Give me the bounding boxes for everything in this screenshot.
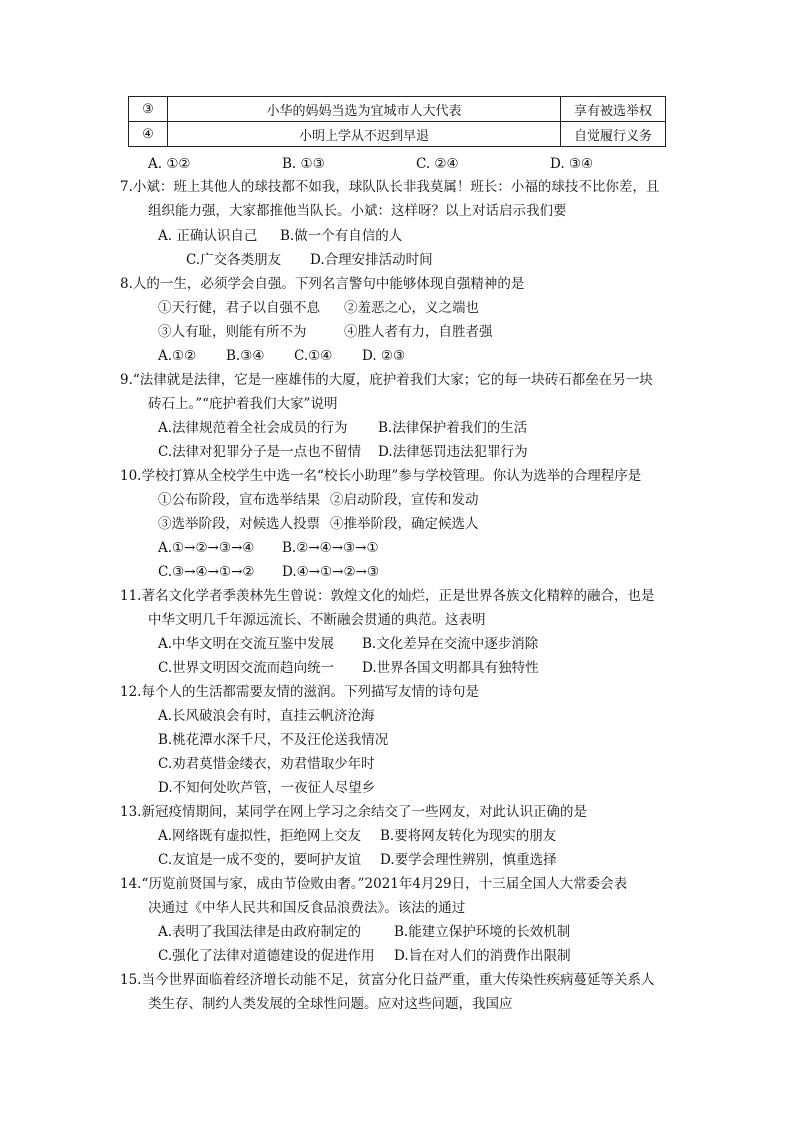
q9-stem-line1: 9.“法律就是法律，它是一座雄伟的大厦，庇护着我们大家；它的每一块砖石都垒在另一块	[120, 372, 653, 388]
q7-options-row2	[186, 251, 433, 269]
q12-option-b: B.桃花潭水深千尺，不及汪伦送我情况	[158, 732, 389, 748]
option-d: D. ③④	[550, 156, 594, 172]
option-a: A.表明了我国法律是由政府制定的	[158, 924, 362, 940]
table-row	[129, 122, 666, 147]
item-2: ②羞恶之心，义之端也	[344, 300, 479, 316]
table-cell-event: 小明上学从不迟到早退	[168, 122, 561, 147]
item-3: ③选举阶段，对候选人投票	[158, 516, 320, 532]
q13-options-row2	[158, 851, 557, 869]
option-c: C.③→④→①→②	[158, 564, 255, 580]
q10-items-row2	[158, 515, 479, 533]
q11-options-row1	[158, 635, 538, 653]
q14-stem-line1: 14.“历览前贤国与家，成由节俭败由奢。”2021年4月29日，十三届全国人大常委会表	[120, 876, 628, 892]
q10-stem: 10.学校打算从全校学生中选一名“校长小助理”参与学校管理。你认为选举的合理程序是	[120, 468, 642, 484]
item-4: ④推举阶段，确定候选人	[330, 516, 479, 532]
table-row	[129, 97, 666, 122]
q7-stem-line2: 组织能力强，大家都推他当队长。小斌：这样呀？以上对话启示我们要	[148, 203, 567, 219]
q12-option-c: C.劝君莫惜金缕衣，劝君惜取少年时	[158, 756, 375, 772]
q7-stem-line1: 7.小斌：班上其他人的球技都不如我，球队队长非我莫属！班长：小福的球技不比你差，且	[120, 179, 660, 195]
q12-option-a: A.长风破浪会有时，直挂云帆济沧海	[158, 708, 375, 724]
option-c: C. ②④	[416, 156, 459, 172]
option-b: B.做一个有自信的人	[280, 228, 403, 244]
option-a: A.①②	[158, 348, 197, 364]
q10-options-row1	[158, 539, 379, 557]
item-1: ①公布阶段，宣布选举结果	[158, 492, 320, 508]
q8-stem: 8.人的一生，必须学会自强。下列名言警句中能够体现自强精神的是	[120, 276, 525, 292]
table-cell-num: ③	[129, 97, 168, 122]
option-d: D.合理安排活动时间	[310, 252, 433, 268]
q15-stem-line2: 类生存、制约人类发展的全球性问题。应对这些问题，我国应	[148, 996, 513, 1012]
option-c: C.友谊是一成不变的，要呵护友谊	[158, 852, 362, 868]
option-d: D.旨在对人们的消费作出限制	[394, 948, 571, 964]
option-d: D.要学会理性辨别，慎重选择	[380, 852, 557, 868]
option-a: A. 正确认识自己	[158, 228, 258, 244]
q13-stem: 13.新冠疫情期间，某同学在网上学习之余结交了一些网友，对此认识正确的是	[120, 804, 587, 820]
table-cell-event: 小华的妈妈当选为宜城市人大代表	[168, 97, 561, 122]
q15-stem-line1: 15.当今世界面临着经济增长动能不足，贫富分化日益严重，重大传染性疾病蔓延等关系人	[120, 972, 655, 988]
q11-options-row2	[158, 659, 539, 677]
option-b: B.法律保护着我们的生活	[378, 420, 528, 436]
q10-items-row1	[158, 491, 479, 509]
q9-stem-line2: 砖石上。”“庇护着我们大家”说明	[148, 396, 338, 412]
option-a: A.法律规范着全社会成员的行为	[158, 420, 348, 436]
option-b: B.能建立保护环境的长效机制	[394, 924, 571, 940]
option-b: B.要将网友转化为现实的朋友	[380, 828, 557, 844]
option-c: C.世界文明因交流而趋向统一	[158, 660, 335, 676]
option-d: D. ②③	[362, 348, 406, 364]
q9-options-row1	[158, 419, 527, 437]
q11-stem-line2: 中华文明几千年源远流长、不断融会贯通的典范。这表明	[148, 612, 486, 628]
option-a: A.网络既有虚拟性，拒绝网上交友	[158, 828, 362, 844]
option-a: A.①→②→③→④	[158, 540, 255, 556]
item-2: ②启动阶段，宣传和发动	[330, 492, 479, 508]
item-4: ④胜人者有力，自胜者强	[344, 324, 493, 340]
option-b: B.③④	[226, 348, 265, 364]
q10-options-row2	[158, 563, 379, 581]
q13-options-row1	[158, 827, 556, 845]
option-b: B. ①③	[282, 156, 325, 172]
q8-items-row2	[158, 323, 493, 341]
option-b: B.文化差异在交流中逐步消除	[362, 636, 539, 652]
option-d: D.法律惩罚违法犯罪行为	[378, 444, 528, 460]
q7-options-row1	[158, 227, 402, 245]
q8-items-row1	[158, 299, 479, 317]
item-3: ③人有耻，则能有所不为	[158, 324, 307, 340]
q11-stem-line1: 11.著名文化学者季羡林先生曾说：敦煌文化的灿烂，正是世界各族文化精粹的融合，也是	[120, 588, 655, 604]
q12-option-d: D.不知何处吹芦管，一夜征人尽望乡	[158, 780, 376, 796]
option-c: C.①④	[294, 348, 333, 364]
table-cell-type: 享有被选举权	[561, 97, 666, 122]
option-b: B.②→④→③→①	[282, 540, 379, 556]
q8-options	[158, 347, 405, 365]
option-a: A.中华文明在交流互鉴中发展	[158, 636, 335, 652]
option-c: C.广交各类朋友	[186, 252, 282, 268]
q12-stem: 12.每个人的生活都需要友情的滋润。下列描写友情的诗句是	[120, 684, 479, 700]
table-cell-num: ④	[129, 122, 168, 147]
option-c: C.法律对犯罪分子是一点也不留情	[158, 444, 362, 460]
q14-options-row1	[158, 923, 570, 941]
q14-options-row2	[158, 947, 571, 965]
option-d: D.④→①→②→③	[282, 564, 379, 580]
rights-duties-table	[128, 96, 666, 147]
option-d: D.世界各国文明都具有独特性	[362, 660, 539, 676]
q6-options	[148, 155, 593, 173]
option-c: C.强化了法律对道德建设的促进作用	[158, 948, 375, 964]
item-1: ①天行健，君子以自强不息	[158, 300, 320, 316]
table-cell-type: 自觉履行义务	[561, 122, 666, 147]
option-a: A. ①②	[148, 156, 191, 172]
q14-stem-line2: 决通过《中华人民共和国反食品浪费法》。该法的通过	[148, 900, 466, 916]
q9-options-row2	[158, 443, 528, 461]
